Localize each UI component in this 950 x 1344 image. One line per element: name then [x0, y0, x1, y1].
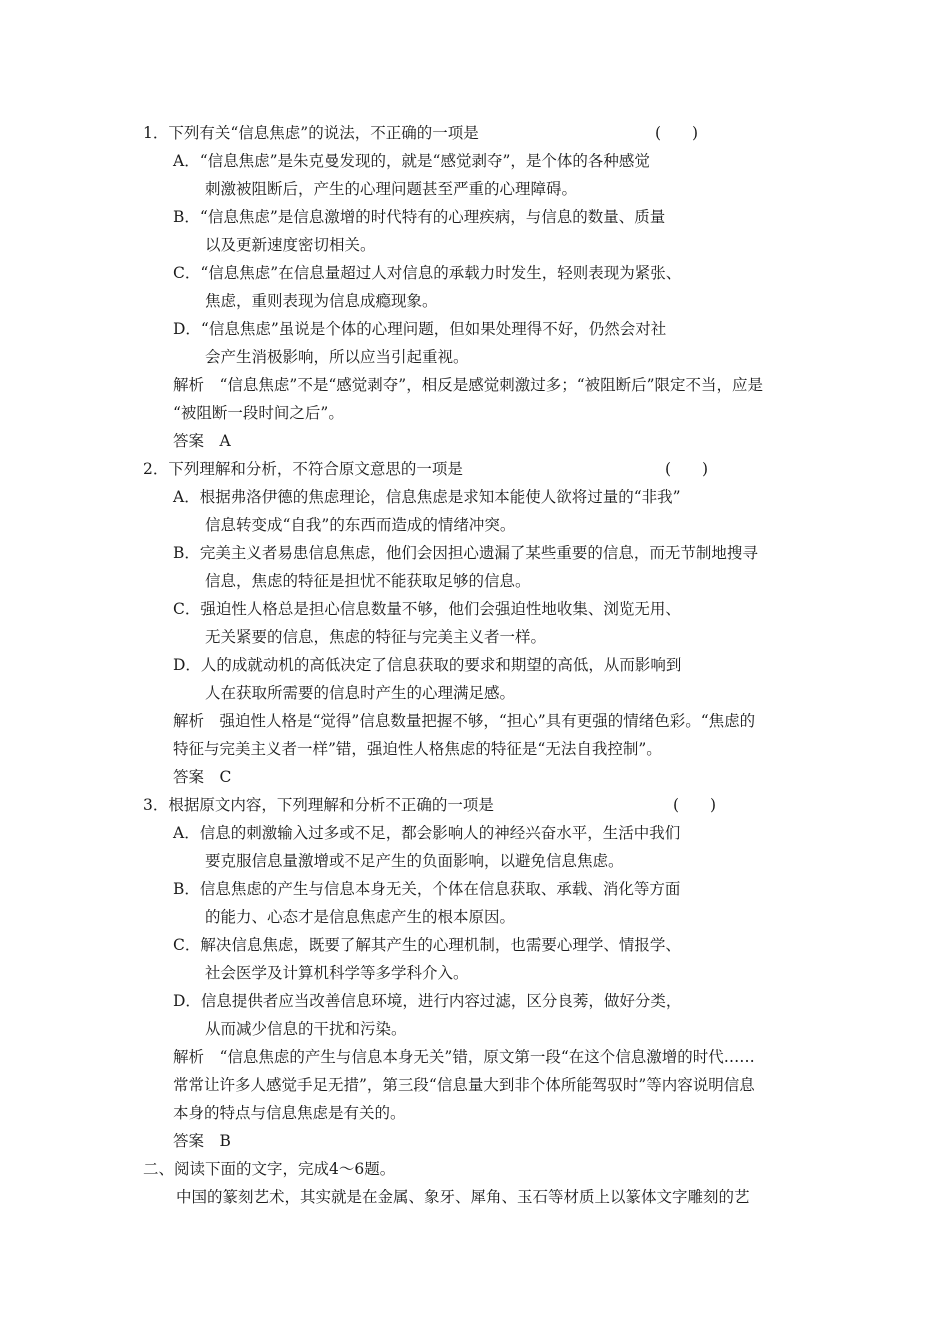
option-a-continued: 要克服信息量激增或不足产生的负面影响，以避免信息焦虑。: [205, 852, 624, 870]
analysis-text-continued: “被阻断一段时间之后”。: [173, 404, 344, 422]
analysis-text-continued: 特征与完美主义者一样”错，强迫性人格焦虑的特征是“无法自我控制”。: [173, 740, 662, 758]
option-b-continued: 以及更新速度密切相关。: [205, 236, 376, 254]
reading-paragraph: 中国的篆刻艺术，其实就是在金属、象牙、犀角、玉石等材质上以篆体文字雕刻的艺: [176, 1188, 750, 1206]
option-c: C．解决信息焦虑，既要了解其产生的心理机制，也需要心理学、情报学、: [173, 936, 681, 954]
option-a: A．“信息焦虑”是朱克曼发现的，就是“感觉剥夺”，是个体的各种感觉: [173, 152, 650, 170]
option-d-continued: 人在获取所需要的信息时产生的心理满足感。: [205, 684, 516, 702]
answer-text: 答案 A: [173, 432, 231, 450]
option-b: B．完美主义者易患信息焦虑，他们会因担心遗漏了某些重要的信息，而无节制地搜寻: [173, 544, 758, 562]
option-d: D．信息提供者应当改善信息环境，进行内容过滤，区分良莠，做好分类，: [173, 992, 682, 1010]
option-c-continued: 焦虑，重则表现为信息成瘾现象。: [205, 292, 438, 310]
option-b: B．信息焦虑的产生与信息本身无关，个体在信息获取、承载、消化等方面: [173, 880, 681, 898]
option-d-continued: 会产生消极影响，所以应当引起重视。: [205, 348, 469, 366]
answer-blank: ( ): [673, 796, 717, 814]
option-c: C．强迫性人格总是担心信息数量不够，他们会强迫性地收集、浏览无用、: [173, 600, 681, 618]
option-b: B．“信息焦虑”是信息激增的时代特有的心理疾病，与信息的数量、质量: [173, 208, 666, 226]
answer-blank: ( ): [665, 460, 709, 478]
option-c-continued: 无关紧要的信息，焦虑的特征与完美主义者一样。: [205, 628, 547, 646]
answer-text: 答案 B: [173, 1132, 231, 1150]
option-a-continued: 刺激被阻断后，产生的心理问题甚至严重的心理障碍。: [205, 180, 578, 198]
answer-blank: ( ): [655, 124, 699, 142]
section-heading: 二、阅读下面的文字，完成4～6题。: [143, 1160, 396, 1178]
analysis-text-continued: 常常让许多人感觉手足无措”，第三段“信息量大到非个体所能驾驭时”等内容说明信息: [173, 1076, 755, 1094]
option-a-continued: 信息转变成“自我”的东西而造成的情绪冲突。: [205, 516, 516, 534]
question-2-stem: 2．下列理解和分析，不符合原文意思的一项是: [143, 460, 463, 478]
answer-text: 答案 C: [173, 768, 232, 786]
option-d: D．人的成就动机的高低决定了信息获取的要求和期望的高低，从而影响到: [173, 656, 682, 674]
option-d-continued: 从而减少信息的干扰和污染。: [205, 1020, 407, 1038]
option-b-continued: 信息，焦虑的特征是担忧不能获取足够的信息。: [205, 572, 531, 590]
analysis-text: 解析 强迫性人格是“觉得”信息数量把握不够，“担心”具有更强的情绪色彩。“焦虑的: [173, 712, 756, 730]
analysis-text: 解析 “信息焦虑”不是“感觉剥夺”，相反是感觉刺激过多；“被阻断后”限定不当，应是: [173, 376, 764, 394]
analysis-text-continued: 本身的特点与信息焦虑是有关的。: [173, 1104, 406, 1122]
option-b-continued: 的能力、心态才是信息焦虑产生的根本原因。: [205, 908, 516, 926]
option-c-continued: 社会医学及计算机科学等多学科介入。: [205, 964, 469, 982]
option-a: A．信息的刺激输入过多或不足，都会影响人的神经兴奋水平，生活中我们: [173, 824, 681, 842]
option-c: C．“信息焦虑”在信息量超过人对信息的承载力时发生，轻则表现为紧张、: [173, 264, 682, 282]
question-1-stem: 1．下列有关“信息焦虑”的说法，不正确的一项是: [143, 124, 479, 142]
question-3-stem: 3．根据原文内容，下列理解和分析不正确的一项是: [143, 796, 494, 814]
option-d: D．“信息焦虑”虽说是个体的心理问题，但如果处理得不好，仍然会对社: [173, 320, 667, 338]
option-a: A．根据弗洛伊德的焦虑理论，信息焦虑是求知本能使人欲将过量的“非我”: [173, 488, 681, 506]
analysis-text: 解析 “信息焦虑的产生与信息本身无关”错，原文第一段“在这个信息激增的时代……: [173, 1048, 755, 1066]
